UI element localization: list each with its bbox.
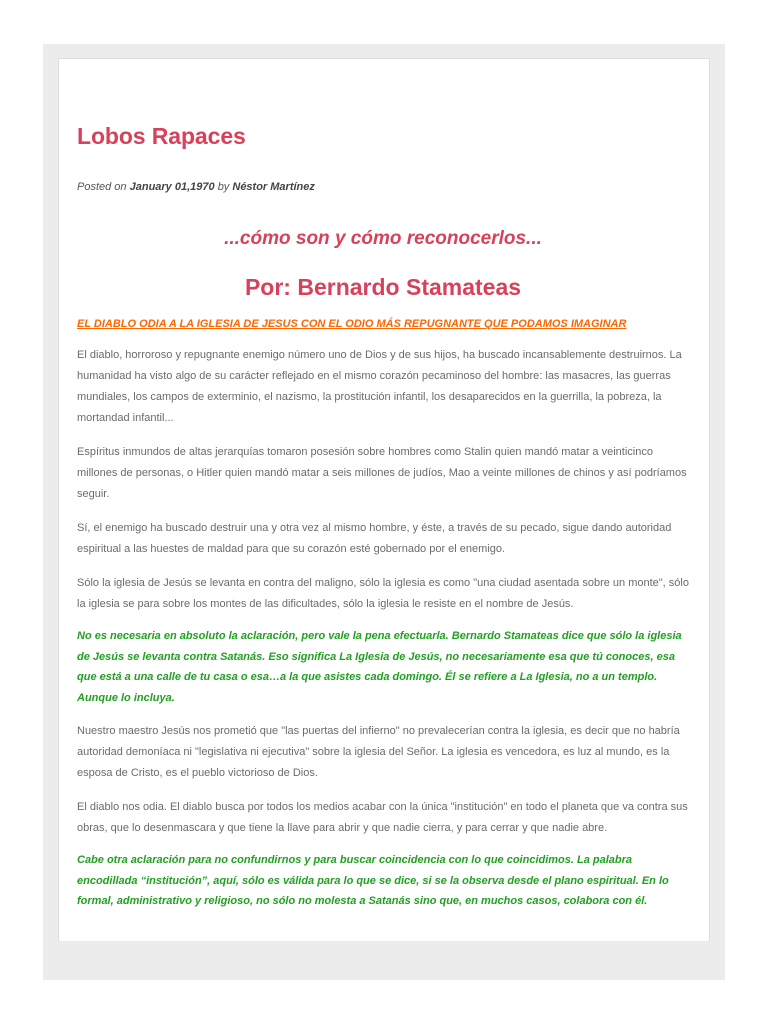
body-paragraph: Sólo la iglesia de Jesús se levanta en contra del maligno, sólo la iglesia es como "una ciudad asentada sobre un monte", sólo la iglesia se para sobre los montes de las dificultades, sólo la iglesia le resiste en el nombre de Jesús.	[77, 577, 689, 610]
body-paragraph: Nuestro maestro Jesús nos prometió que "las puertas del infierno" no prevalecerían contra la iglesia, es decir que no habría autoridad demoníaca ni "legislativa ni ejecutiva" sobre la iglesia del Señor. La iglesia es vencedora, es luz al mundo, es la esposa de Cristo, es el pueblo victorioso de Dios.	[77, 725, 680, 779]
article-headline: EL DIABLO ODIA A LA IGLESIA DE JESUS CON EL ODIO MÁS REPUGNANTE QUE PODAMOS IMAGINAR	[77, 318, 627, 330]
article-subtitle: ...cómo son y cómo reconocerlos...	[224, 228, 542, 249]
body-paragraph: Sí, el enemigo ha buscado destruir una y otra vez al mismo hombre, y éste, a través de su pecado, sigue dando autoridad espiritual a las huestes de maldad para que su corazón esté gobernado por el enemigo.	[77, 522, 672, 555]
article-byline: Por: Bernardo Stamateas	[244, 274, 522, 300]
post-meta	[77, 179, 689, 195]
body-paragraph: El diablo nos odia. El diablo busca por todos los medios acabar con la única "institución" en todo el planeta que va contra sus obras, que lo desenmascara y que tiene la llave para abrir y que nadie cierra, y para cerrar y que nadie abre.	[77, 801, 688, 834]
posted-on-label: Posted on	[77, 181, 127, 193]
post-author-link[interactable]: Néstor Martínez	[232, 181, 315, 193]
by-label: by	[217, 181, 230, 193]
editor-note: No es necesaria en absoluto la aclaración, pero vale la pena efectuarla. Bernardo Stamateas dice que sólo la iglesia de Jesús se levanta contra Satanás. Eso significa La Iglesia de Jesús, no necesariamente esa que tú conoces, esa que está a una calle de tu casa o esa…a la que asistes cada domingo. Él se refiere a La Iglesia, no a un templo. Aunque lo incluya.	[77, 630, 682, 704]
body-paragraph: Espíritus inmundos de altas jerarquías tomaron posesión sobre hombres como Stalin quien mandó matar a veinticinco millones de personas, o Hitler quien mandó matar a seis millones de judíos, Mao a veinte millones de chinos y así podríamos seguir.	[77, 446, 687, 500]
article-card	[58, 58, 710, 941]
body-paragraph: El diablo, horroroso y repugnante enemigo número uno de Dios y de sus hijos, ha buscado incansablemente destruirnos. La humanidad ha visto algo de su carácter reflejado en el mismo corazón pecaminoso del hombre: las masacres, las guerras mundiales, los campos de exterminio, el nazismo, la prostitución infantil, los desaparecidos en la guerrilla, la pobreza, la mortandad infantil...	[77, 349, 682, 424]
editor-note: Cabe otra aclaración para no confundirnos y para buscar coincidencia con lo que coincidimos. La palabra encodillada “institución”, aquí, sólo es válida para lo que se dice, si se la observa desde el plano espiritual. En lo formal, administrativo y religioso, no sólo no molesta a Satanás sino que, en muchos casos, colabora con él.	[77, 854, 669, 907]
article-content	[77, 121, 689, 912]
post-date[interactable]: January 01,1970	[129, 181, 215, 193]
post-title[interactable]: Lobos Rapaces	[77, 123, 246, 149]
